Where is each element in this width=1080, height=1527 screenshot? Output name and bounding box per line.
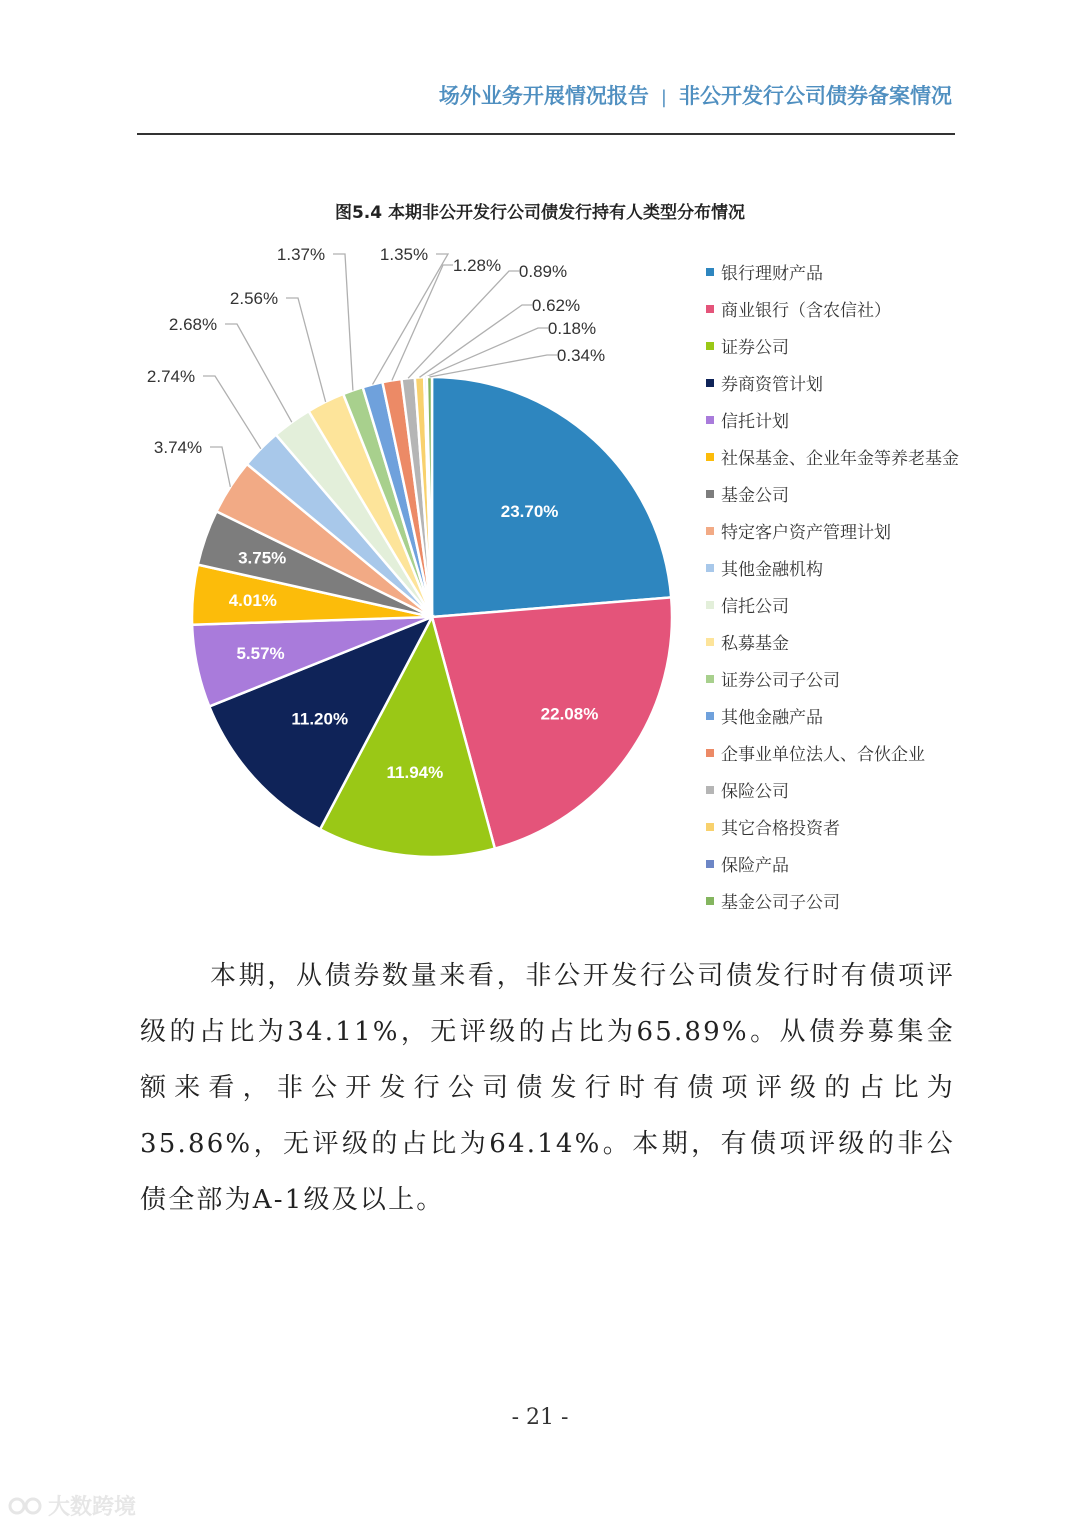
legend-swatch xyxy=(706,342,714,350)
legend-swatch xyxy=(706,527,714,535)
legend-item xyxy=(706,512,959,549)
legend-label: 基金公司子公司 xyxy=(721,893,840,913)
legend-swatch xyxy=(706,823,714,831)
leader-line xyxy=(419,305,532,377)
legend-item xyxy=(706,438,959,475)
slice-callout-label: 3.74% xyxy=(153,438,203,457)
legend-item xyxy=(706,771,959,808)
leader-line xyxy=(333,254,353,390)
legend-label: 私募基金 xyxy=(721,634,789,654)
legend-swatch xyxy=(706,712,714,720)
legend-item xyxy=(706,882,959,919)
legend-swatch xyxy=(706,490,714,498)
header-report-title: 场外业务开展情况报告 xyxy=(438,84,649,108)
legend-label: 证券公司子公司 xyxy=(721,671,840,691)
running-header xyxy=(439,80,952,110)
legend-item xyxy=(706,290,959,327)
slice-callout-label: 1.37% xyxy=(276,245,326,264)
slice-callout-label: 0.62% xyxy=(531,296,581,315)
legend-item xyxy=(706,808,959,845)
legend-label: 信托公司 xyxy=(721,597,789,617)
body-paragraph: 本期，从债券数量来看，非公开发行公司债发行时有债项评级的占比为34.11%，无评级的占比为65.89%。从债券募集金额来看，非公开发行公司债发行时有债项评级的占比为35.86%，无评级的占比为64.14%。本期，有债项评级的非公债全部为A-1级及以上。 xyxy=(140,961,955,1215)
legend-item xyxy=(706,475,959,512)
legend-label: 基金公司 xyxy=(721,486,789,506)
legend-item xyxy=(706,327,959,364)
watermark-logo-icon xyxy=(8,1495,42,1517)
legend-swatch xyxy=(706,268,714,276)
legend-label: 银行理财产品 xyxy=(721,264,823,284)
pie-slice xyxy=(432,377,671,617)
leader-line xyxy=(286,298,326,402)
slice-callout-label: 1.35% xyxy=(379,245,429,264)
leader-line xyxy=(210,447,230,487)
legend-item xyxy=(706,845,959,882)
legend-item xyxy=(706,623,959,660)
leader-line xyxy=(429,355,557,377)
slice-data-label: 5.57% xyxy=(236,644,285,664)
legend-swatch xyxy=(706,638,714,646)
legend-item xyxy=(706,697,959,734)
legend-label: 其他金融机构 xyxy=(721,560,823,580)
legend-label: 企事业单位法人、合伙企业 xyxy=(721,745,925,765)
legend-label: 社保基金、企业年金等养老基金 xyxy=(721,449,959,469)
header-rule xyxy=(137,133,955,135)
leader-line xyxy=(408,271,519,378)
legend-label: 特定客户资产管理计划 xyxy=(721,523,891,543)
legend-label: 券商资管计划 xyxy=(721,375,823,395)
legend-swatch xyxy=(706,379,714,387)
page-number: - 21 - xyxy=(511,1405,569,1430)
legend-swatch xyxy=(706,786,714,794)
slice-data-label: 23.70% xyxy=(500,502,559,522)
legend-label: 证券公司 xyxy=(721,338,789,358)
leader-line xyxy=(426,328,548,377)
slice-data-label: 11.94% xyxy=(386,763,444,783)
legend-item xyxy=(706,549,959,586)
legend-swatch xyxy=(706,749,714,757)
watermark xyxy=(8,1490,136,1521)
watermark-text: 大数跨境 xyxy=(48,1495,137,1520)
legend-swatch xyxy=(706,897,714,905)
legend-item xyxy=(706,734,959,771)
legend-swatch xyxy=(706,453,714,461)
slice-callout-label: 0.18% xyxy=(547,319,597,338)
slice-callout-label: 2.56% xyxy=(229,289,279,308)
legend-item xyxy=(706,253,959,290)
chart-legend xyxy=(706,253,959,919)
slice-callout-label: 0.89% xyxy=(518,262,568,281)
legend-label: 保险产品 xyxy=(721,856,789,876)
slice-data-label: 22.08% xyxy=(540,704,599,724)
legend-swatch xyxy=(706,416,714,424)
legend-item xyxy=(706,401,959,438)
header-section-title: 非公开发行公司债券备案情况 xyxy=(679,84,952,108)
slice-data-label: 3.75% xyxy=(238,548,287,568)
legend-label: 商业银行（含农信社） xyxy=(721,301,891,321)
header-separator: | xyxy=(660,87,667,108)
legend-swatch xyxy=(706,675,714,683)
slice-callout-label: 2.68% xyxy=(168,315,218,334)
slice-data-label: 11.20% xyxy=(291,709,349,729)
leader-line xyxy=(203,376,261,449)
slice-callout-label: 2.74% xyxy=(146,367,196,386)
slice-callout-label: 1.28% xyxy=(452,256,502,275)
legend-label: 其他金融产品 xyxy=(721,708,823,728)
legend-swatch xyxy=(706,305,714,313)
legend-label: 信托计划 xyxy=(721,412,789,432)
legend-item xyxy=(706,586,959,623)
figure-title: 图5.4 本期非公开发行公司债发行持有人类型分布情况 xyxy=(334,203,746,223)
slice-data-label: 4.01% xyxy=(228,591,277,611)
legend-swatch xyxy=(706,601,714,609)
legend-label: 其它合格投资者 xyxy=(721,819,840,839)
legend-swatch xyxy=(706,860,714,868)
legend-item xyxy=(706,364,959,401)
legend-swatch xyxy=(706,564,714,572)
legend-item xyxy=(706,660,959,697)
legend-label: 保险公司 xyxy=(721,782,789,802)
slice-callout-label: 0.34% xyxy=(556,346,606,365)
